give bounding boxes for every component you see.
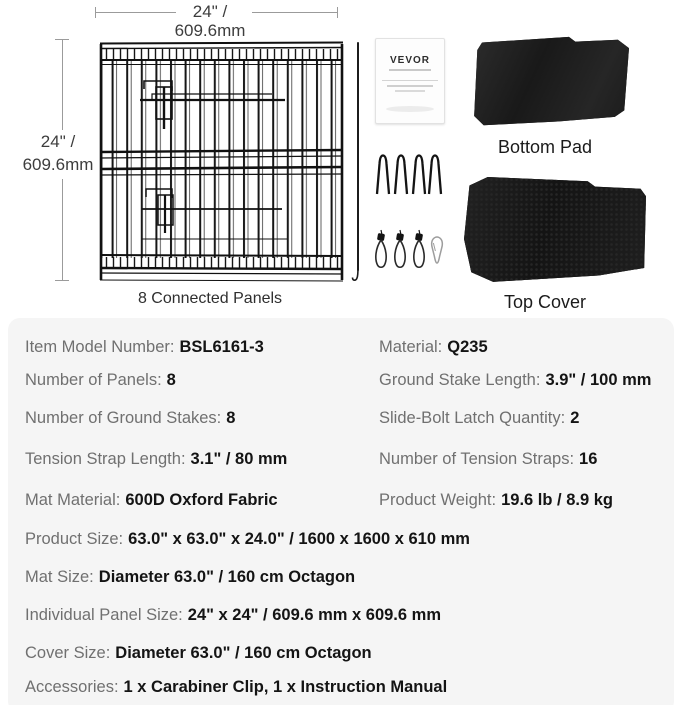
height-dim-label-inch: 24" /: [40, 132, 76, 151]
spec-item: Accessories: 1 x Carabiner Clip, 1 x Instruction Manual: [25, 678, 448, 696]
tension-strap-icon: [376, 230, 386, 267]
specifications-panel: [8, 318, 674, 705]
spec-item: Tension Strap Length: 3.1" / 80 mm: [25, 450, 288, 468]
spec-row: [25, 643, 662, 665]
width-dim-label-inch: 24" /: [192, 2, 228, 21]
bottom-pad-caption: Bottom Pad: [497, 137, 593, 157]
tension-strap-icons: [372, 229, 448, 273]
spec-row: [25, 490, 662, 512]
manual-tagline-line: [389, 69, 431, 71]
spec-item: Mat Material: 600D Oxford Fabric: [25, 491, 278, 509]
carabiner-clip-icon: [432, 237, 443, 263]
manual-text-line: [387, 85, 433, 87]
tension-strap-icon: [414, 230, 424, 267]
spec-item: Ground Stake Length: 3.9" / 100 mm: [379, 371, 652, 389]
connecting-rod: [357, 42, 359, 271]
spec-item: Cover Size: Diameter 63.0" / 160 cm Octagon: [25, 644, 372, 662]
ground-stake-icons: [375, 152, 445, 196]
spec-item: Product Weight: 19.6 lb / 8.9 kg: [379, 491, 613, 509]
width-dim-tick-right: [337, 7, 338, 18]
tension-strap-icon: [395, 230, 405, 267]
height-dim-line-upper: [62, 40, 63, 130]
height-dim-line-lower: [62, 179, 63, 280]
spec-item: Number of Panels: 8: [25, 371, 176, 389]
spec-row: [25, 370, 662, 392]
width-dim-label-mm: 609.6mm: [174, 21, 246, 40]
panel-stack-icon: [96, 39, 346, 284]
manual-smudge: [386, 106, 434, 112]
manual-text-line: [395, 90, 425, 92]
top-cover-caption: Top Cover: [503, 292, 587, 312]
manual-brand-logo: VEVOR: [389, 55, 430, 66]
spec-row: [25, 337, 662, 359]
spec-item: Mat Size: Diameter 63.0" / 160 cm Octagon: [25, 568, 356, 586]
width-dim-line-left: [96, 12, 176, 13]
spec-row: [25, 529, 662, 551]
spec-item: Number of Tension Straps: 16: [379, 450, 598, 468]
spec-item: Material: Q235: [379, 338, 488, 356]
spec-item: Product Size: 63.0" x 63.0" x 24.0" / 1600 x 1600 x 610 mm: [25, 530, 470, 548]
spec-item: Slide-Bolt Latch Quantity: 2: [379, 409, 580, 427]
spec-item: Number of Ground Stakes: 8: [25, 409, 236, 427]
bottom-pad-image: [471, 36, 629, 129]
width-dim-line-right: [252, 12, 337, 13]
spec-row: [25, 605, 662, 627]
spec-item: Item Model Number: BSL6161-3: [25, 338, 264, 356]
spec-item: Individual Panel Size: 24" x 24" / 609.6 mm x 609.6 mm: [25, 606, 441, 624]
manual-divider: [382, 80, 438, 81]
height-dim-tick-bottom: [55, 280, 69, 281]
instruction-manual: [375, 38, 445, 124]
top-cover-image: [464, 177, 646, 284]
panels-caption: 8 Connected Panels: [137, 290, 283, 307]
wire-panel-stack-drawing: [96, 39, 346, 284]
height-dim-label-mm: 609.6mm: [22, 155, 94, 174]
spec-row: [25, 449, 662, 471]
spec-row: [25, 408, 662, 430]
spec-row: [25, 567, 662, 589]
rod-hook-icon: [351, 267, 365, 283]
spec-row: [25, 677, 662, 699]
